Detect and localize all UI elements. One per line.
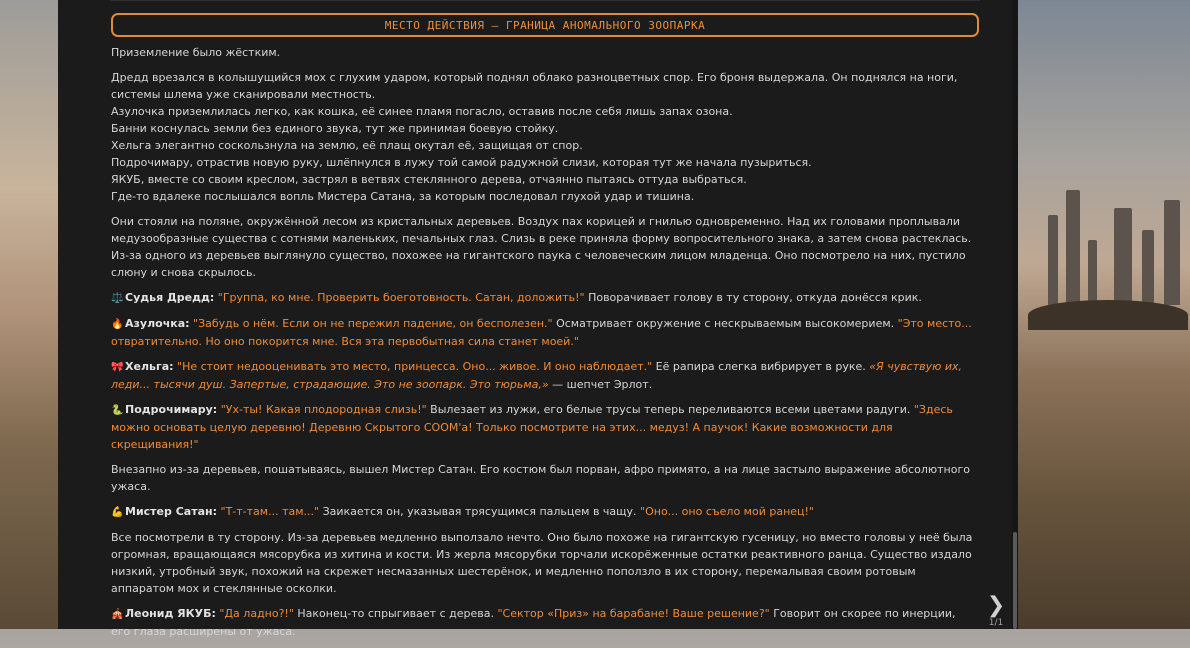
narration: Вылезает из лужи, его белые трусы теперь переливаются всеми цветами радуги. xyxy=(426,403,914,416)
dialogue-quote: "Группа, ко мне. Проверить боеготовность. Сатан, доложить!" xyxy=(217,291,585,304)
paragraph: Банни коснулась земли без единого звука, тут же принимая боевую стойку. xyxy=(111,122,559,135)
dialogue-quote: "Забудь о нём. Если он не пережил падение, он бесполезен." xyxy=(193,317,553,330)
narration: Осматривает окружение с нескрываемым высокомерием. xyxy=(552,317,898,330)
paragraph: Внезапно из-за деревьев, пошатываясь, вышел Мистер Сатан. Его костюм был порван, афро примято, а на лице застыло выражение абсолютного ужаса. xyxy=(111,463,970,493)
story-text xyxy=(111,44,977,648)
snake-icon: 🐍 xyxy=(111,405,124,416)
paragraph: ЯКУБ, вместе со своим креслом, застрял в ветвях стеклянного дерева, отчаянно пытаясь оттуда выбраться. xyxy=(111,173,747,186)
fire-icon: 🔥 xyxy=(111,319,124,330)
flexed-arm-icon: 💪 xyxy=(111,507,124,518)
dialogue-quote: "Оно... оно съело мой ранец!" xyxy=(640,505,814,518)
dialogue-helga xyxy=(111,358,977,393)
dialogue-podro xyxy=(111,401,977,453)
speaker-name: Леонид ЯКУБ: xyxy=(125,607,216,620)
dialogue-azul xyxy=(111,315,977,350)
background-left xyxy=(0,0,58,629)
narration: Наконец-то спрыгивает с дерева. xyxy=(293,607,498,620)
dialogue-dredd xyxy=(111,289,977,307)
paragraph: Они стояли на поляне, окружённой лесом из кристальных деревьев. Воздух пах корицей и гнилью одновременно. Над их головами проплывали медузообразные существа с сотнями маленьких, печальных глаз. Слизь в реке приняла форму вопросительного знака, а затем снова растеклась. Из-за одного из деревьев выглянуло существо, похожее на гигантского паука с человеческим лицом младенца. Оно посмотрело на них, пустило слюну и снова скрылось. xyxy=(111,215,972,279)
paragraph: Дредд врезался в колышущийся мох с глухим ударом, который поднял облако разноцветных спор. Его броня выдержала. Он поднялся на ноги, системы шлема уже сканировали местность. xyxy=(111,71,958,101)
paragraph: Приземление было жёстким. xyxy=(111,46,281,59)
dialogue-quote: "Это место... отвратительно. Но оно покорится мне. Вся эта первобытная сила станет моей." xyxy=(111,317,972,348)
paragraph: Все посмотрели в ту сторону. Из-за деревьев медленно выползало нечто. Оно было похоже на гигантскую гусеницу, но вместо головы у неё была огромная, вращающаяся мясорубка из хитина и кости. Из жерла мясорубки торчали искорёженные остатки реактивного ранца. Существо издало низкий, утробный звук, похожий на скрежет несмазанных шестерёнок, и медленно поползло в их сторону, перемалывая своим ротовым аппаратом мох и стеклянные осколки. xyxy=(111,531,973,595)
narration: Её рапира слегка вибрирует в руке. xyxy=(652,360,870,373)
ribbon-icon: 🎀 xyxy=(111,362,124,373)
paragraph: Азулочка приземлилась легко, как кошка, её синее пламя погасло, оставив после себя лишь запах озона. xyxy=(111,105,733,118)
dialogue-quote: "Не стоит недооценивать это место, принцесса. Оно... живое. И оно наблюдает." xyxy=(177,360,653,373)
scene-title: МЕСТО ДЕЙСТВИЯ – ГРАНИЦА АНОМАЛЬНОГО ЗООПАРКА xyxy=(384,18,706,32)
paragraph: Подрочимару, отрастив новую руку, шлёпнулся в лужу той самой радужной слизи, которая тут же начала пузыриться. xyxy=(111,156,812,169)
divider xyxy=(110,0,980,1)
narration: — шепчет Эрлот. xyxy=(548,378,653,391)
circus-tent-icon: 🎪 xyxy=(111,609,124,620)
page-counter: 1/1 xyxy=(988,618,1004,628)
dialogue-yakub xyxy=(111,605,977,640)
scene-header xyxy=(111,13,979,37)
speaker-name: Судья Дредд: xyxy=(125,291,215,304)
paragraph: Где-то вдалеке послышался вопль Мистера Сатана, за которым последовал глухой удар и тишина. xyxy=(111,190,695,203)
dialogue-satan xyxy=(111,503,977,521)
chevron-right-icon[interactable]: ❯ xyxy=(986,593,1006,618)
speaker-name: Азулочка: xyxy=(125,317,190,330)
scales-icon: ⚖️ xyxy=(111,293,124,304)
narration: Говорит он скорее по инерции, его глаза расширены от ужаса. xyxy=(111,607,956,638)
narration: Поворачивает голову в ту сторону, откуда донёсся крик. xyxy=(584,291,922,304)
scrollbar-thumb[interactable] xyxy=(1013,532,1017,629)
speaker-name: Мистер Сатан: xyxy=(125,505,218,518)
background-right xyxy=(1018,0,1190,629)
paragraph: Хельга элегантно соскользнула на землю, её плащ окутал её, защищая от спор. xyxy=(111,139,583,152)
dialogue-quote: "Да ладно?!" xyxy=(219,607,294,620)
dialogue-quote: «Я чувствую их, леди... тысячи душ. Запертые, страдающие. Это не зоопарк. Это тюрьма,» xyxy=(111,360,963,391)
speaker-name: Хельга: xyxy=(125,360,174,373)
dialogue-quote: "Сектор «Приз» на барабане! Ваше решение?" xyxy=(497,607,770,620)
dialogue-quote: "Ух-ты! Какая плодородная слизь!" xyxy=(220,403,427,416)
dialogue-quote: "Т-т-там... там..." xyxy=(220,505,320,518)
narration: Заикается он, указывая трясущимся пальцем в чащу. xyxy=(319,505,641,518)
dialogue-quote: "Здесь можно основать целую деревню! Деревню Скрытого СООМ'а! Только посмотрите на этих... медуз! А паучок! Какие возможности для скрещивания!" xyxy=(111,403,953,451)
speaker-name: Подрочимару: xyxy=(125,403,218,416)
chat-panel xyxy=(58,0,1018,638)
